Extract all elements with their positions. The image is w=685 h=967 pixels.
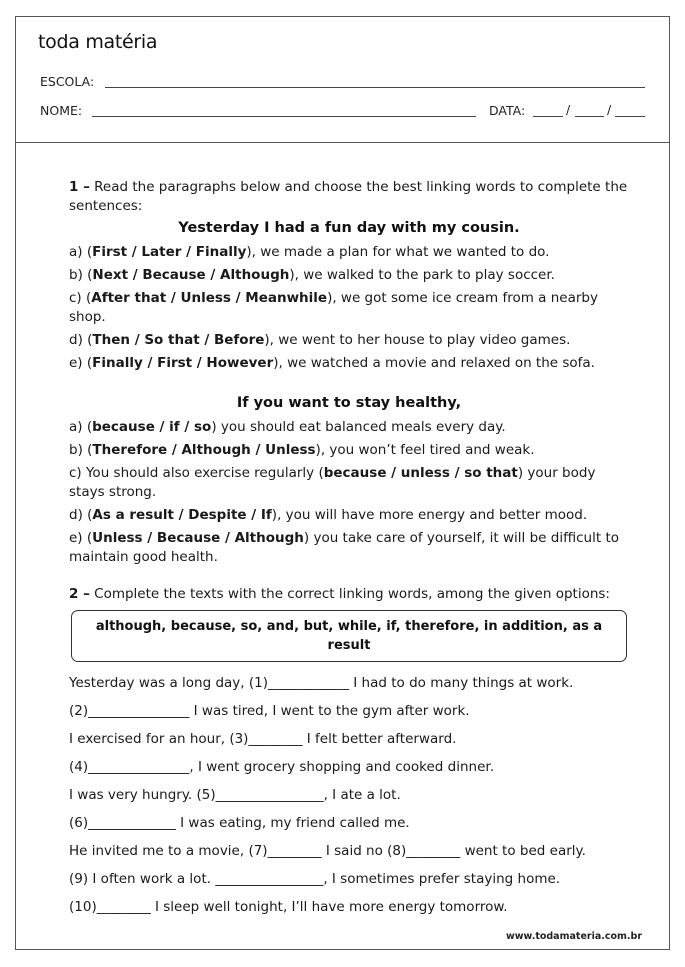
name-label: NOME: xyxy=(40,103,83,118)
question-1-number: 1 – xyxy=(69,179,90,195)
linking-word-options[interactable]: After that / Unless / Meanwhile xyxy=(91,290,328,306)
linking-word-options[interactable]: As a result / Despite / If xyxy=(92,507,272,523)
name-field[interactable] xyxy=(92,116,476,117)
fill-in-sentence[interactable]: He invited me to a movie, (7)________ I said no (8)________ went to bed early. xyxy=(69,843,586,859)
worksheet-content xyxy=(69,178,629,926)
exercise-item xyxy=(69,354,629,373)
date-year-field[interactable] xyxy=(615,116,645,117)
item-prefix: c) You should also exercise regularly ( xyxy=(69,465,324,481)
section-2-title: If you want to stay healthy, xyxy=(236,395,462,411)
item-suffix: ), we watched a movie and relaxed on the sofa. xyxy=(273,355,595,371)
exercise-item xyxy=(69,266,629,285)
fill-in-sentence[interactable]: (4)_______________, I went grocery shopping and cooked dinner. xyxy=(69,759,494,775)
fill-in-sentence[interactable]: I exercised for an hour, (3)________ I felt better afterward. xyxy=(69,731,457,747)
question-1-instruction: Read the paragraphs below and choose the best linking words to complete the sentences: xyxy=(69,179,628,214)
date-separator: / xyxy=(566,102,571,117)
linking-word-options[interactable]: Unless / Because / Although xyxy=(92,530,304,546)
item-prefix: a) ( xyxy=(69,244,93,260)
section-2-items xyxy=(69,418,629,567)
school-label: ESCOLA: xyxy=(40,74,95,89)
question-2-number: 2 – xyxy=(69,586,90,602)
linking-word-options[interactable]: because / if / so xyxy=(92,419,212,435)
school-field[interactable] xyxy=(105,87,645,88)
exercise-item xyxy=(69,331,629,350)
item-suffix: ) you should eat balanced meals every day. xyxy=(211,419,506,435)
item-prefix: a) ( xyxy=(69,419,93,435)
question-2-sentences xyxy=(69,674,629,917)
date-separator: / xyxy=(607,102,612,117)
item-suffix: ), we walked to the park to play soccer. xyxy=(289,267,555,283)
question-2-intro xyxy=(69,585,629,604)
exercise-item xyxy=(69,464,629,502)
word-bank-box: although, because, so, and, but, while, if, therefore, in addition, as a result xyxy=(71,610,627,662)
item-prefix: d) ( xyxy=(69,507,93,523)
fill-in-sentence[interactable]: (9) I often work a lot. ________________, I sometimes prefer staying home. xyxy=(69,871,561,887)
question-1-intro xyxy=(69,178,629,216)
linking-word-options[interactable]: Finally / First / However xyxy=(92,355,274,371)
linking-word-options[interactable]: Therefore / Although / Unless xyxy=(92,442,316,458)
item-prefix: e) ( xyxy=(69,530,93,546)
item-prefix: b) ( xyxy=(69,267,93,283)
exercise-item xyxy=(69,289,629,327)
fill-in-sentence[interactable]: Yesterday was a long day, (1)____________ I had to do many things at work. xyxy=(69,675,574,691)
linking-word-options[interactable]: Then / So that / Before xyxy=(92,332,265,348)
fill-in-sentence[interactable]: (2)_______________ I was tired, I went to the gym after work. xyxy=(69,703,470,719)
section-1-items xyxy=(69,243,629,373)
linking-word-options[interactable]: First / Later / Finally xyxy=(92,244,247,260)
section-1-title: Yesterday I had a fun day with my cousin. xyxy=(178,220,520,236)
exercise-item xyxy=(69,529,629,567)
date-day-field[interactable] xyxy=(533,116,563,117)
item-suffix: ), you won’t feel tired and weak. xyxy=(315,442,535,458)
linking-word-options[interactable]: because / unless / so that xyxy=(323,465,518,481)
footer-url: www.todamateria.com.br xyxy=(505,931,642,942)
date-label: DATA: xyxy=(489,103,526,118)
item-suffix: ) you take care of yourself, it will be difficult to maintain good health. xyxy=(69,530,619,565)
item-prefix: b) ( xyxy=(69,442,93,458)
exercise-item xyxy=(69,441,629,460)
item-suffix: ), we got some ice cream from a nearby shop. xyxy=(69,290,598,325)
item-suffix: ), you will have more energy and better mood. xyxy=(271,507,588,523)
exercise-item xyxy=(69,418,629,437)
item-suffix: ), we went to her house to play video games. xyxy=(264,332,571,348)
date-month-field[interactable] xyxy=(575,116,604,117)
item-prefix: c) ( xyxy=(69,290,92,306)
fill-in-sentence[interactable]: (6)_____________ I was eating, my friend called me. xyxy=(69,815,410,831)
fill-in-sentence[interactable]: (10)________ I sleep well tonight, I’ll have more energy tomorrow. xyxy=(69,899,508,915)
brand-logo: toda matéria xyxy=(38,31,158,53)
item-prefix: d) ( xyxy=(69,332,93,348)
fill-in-sentence[interactable]: I was very hungry. (5)________________, I ate a lot. xyxy=(69,787,401,803)
exercise-item xyxy=(69,243,629,262)
item-suffix: ) your body stays strong. xyxy=(69,465,596,500)
exercise-item xyxy=(69,506,629,525)
item-prefix: e) ( xyxy=(69,355,93,371)
item-suffix: ), we made a plan for what we wanted to do. xyxy=(246,244,550,260)
linking-word-options[interactable]: Next / Because / Although xyxy=(92,267,290,283)
header-divider xyxy=(15,142,670,143)
question-2-instruction: Complete the texts with the correct linking words, among the given options: xyxy=(94,586,610,602)
